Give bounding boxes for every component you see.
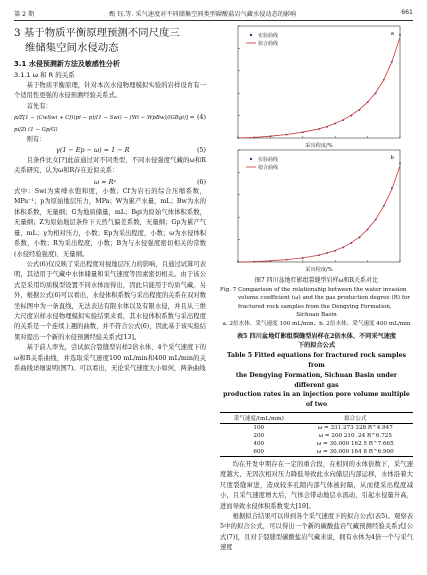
table-5 <box>220 412 413 457</box>
paragraph: 根据拟合结果可以得到各个采气速度下的拟合公式(表5)。观察表5中的拟合公式，可以得出一个新的碳酸盐岩气藏预测经验关系式[公式(7)]，且对于裂缝型碳酸盐岩气藏来说，拥有水体为4倍一个与采气速度 <box>220 512 413 552</box>
paragraph: 基于前人率先，尝试拟合裂缝型岩样2倍水体、4个采气速度下的ω和R关系曲线，并选取采气速度100 mL/min和400 mL/min的关系曲线详细说明(图7)。可以看出，无论采气速度大小如何，两条曲线 <box>14 344 206 372</box>
table-caption-cn: 表5 四川盆地灯影组裂缝型岩样在2倍水体、不同采气速度 <box>236 332 397 340</box>
series-line <box>238 166 400 262</box>
section-title-line-1: 3 基于物质平衡原理预测不同尺度三 <box>14 27 180 39</box>
equation-number: (5) <box>196 146 206 155</box>
panel-label: a <box>390 31 394 37</box>
table-cell: ω = 30.000 164 8 R^6.900 <box>316 448 394 455</box>
table-caption-en: Table 5 Fitted equations for fractured rock samples from <box>226 352 407 369</box>
table-caption-en: the Dengying Formation, Sichuan Basin under different gas <box>235 371 398 389</box>
figure-caption-cn: 图7 四川盆地灯影组裂缝型岩样ω和R关系对比 <box>254 277 379 284</box>
legend-label: 实验曲线 <box>258 156 279 163</box>
figure-7 <box>220 22 406 276</box>
panel-label: b <box>390 155 394 161</box>
subsubsection-heading: 3.1.1 ω 和 R 的关系 <box>14 71 75 79</box>
table-cell: 600 <box>253 448 265 455</box>
equation-number: (4) <box>196 113 206 122</box>
figure-caption-en: volume coefficient (ω) and the gas production degree (R) for <box>238 295 410 302</box>
table-cell: ω = 30.000 162 5 R^7.665 <box>316 440 394 447</box>
table-cell: ω = 200 210 .24 R^6.725 <box>318 432 392 439</box>
figure-note: a. 2倍水体、采气速度 100 mL/min；b. 2倍水体、采气速度 400 mL/min <box>222 320 411 327</box>
legend-marker <box>250 34 252 36</box>
table-cell: 400 <box>253 440 265 447</box>
left-column <box>14 22 206 374</box>
paragraph: 则有： <box>26 136 46 144</box>
figure-caption-en: fractured rock samples from the Dengying Formation, <box>238 303 392 310</box>
table-row <box>220 423 413 432</box>
equation-number: (6) <box>196 177 206 186</box>
legend-label: 拟合曲线 <box>258 40 279 47</box>
equation-body: ω = Rᵃ <box>94 177 116 186</box>
figure-caption-en: Sichuan Basin <box>296 312 337 319</box>
equation-body: p/Z[1 − (CwSwi + Cf)(pi − p)/(1 − Swi) − (Wi − WpBw)/(GBgi)] = pi/Zi (1 − Gp/G) <box>14 115 195 133</box>
paragraph: 式中：Swi为束缚水饱和度，小数；Cf为岩石的综合压缩系数，MPa⁻¹；p为原始地层压力，MPa；W为累产水量，mL；Bw为水的体积系数，无量纲；G为地质储量，mL；Bgi为原始气体体积系数，无量纲；Z为原始地层条件下天然气偏差系数，无量纲；Gp为累产气量，mL；γ为相对压力，小数；Ep为采出程度，小数；ω为水侵体积系数，小数；R为采出程度，小数；B为与水侵强度密切相关的常数(水侵经验强度)，无量纲。 <box>14 188 206 258</box>
running-header <box>14 6 413 21</box>
figure-7-svg <box>220 22 406 272</box>
legend-label: 拟合曲线 <box>258 164 279 171</box>
table-cell: 100 <box>253 424 265 431</box>
data-point <box>399 34 401 36</box>
table-caption-cn: 下的拟合公式 <box>297 342 336 350</box>
table-header: 拟合公式 <box>344 415 367 422</box>
table-row <box>220 432 413 440</box>
figure-caption-en: Fig. 7 Comparison of the relationship between the water invasion <box>220 286 407 293</box>
paragraph: 公式(6)仅反映了采出程度对视地层压力的影响，且通过试算可表明，其适用于气藏中水体储量和采气速度等因素密切相关。由于该公式是采用均质模型设置不同水体而得出，因此只能用于均质气藏。另外，根据公式(6)可以看出，水侵体积系数与采出程度的关系在双对数坐标图中为一条直线，无法表达有限水体以及有限水侵，并且从三维大尺度岩样水侵物理模拟实验结果来看，其水侵体积系数与采出程度的关系是一个连续上翘的曲数，并不符合公式(6)，因此基于该实验结果对提出一个新的水侵预测经验关系式[13]。 <box>14 260 206 341</box>
section-title-line-2: 维储集空间水侵动态 <box>25 41 119 54</box>
table-cell: 200 <box>253 432 265 439</box>
table-row <box>220 448 413 457</box>
x-axis-label: 采出程度/% <box>305 267 333 272</box>
legend-label: 实验曲线 <box>258 32 279 39</box>
issue-label: 第 2 期 <box>14 11 35 18</box>
paragraph: 且条件比女[?]此前通过对不同类型、不同水侵强度气藏的ω和R关系研究，认为ω和R存在近似关系： <box>14 156 206 175</box>
legend-marker <box>250 158 252 160</box>
running-title: 甄 钰,等. 采气速度对不同储集空间类型碳酸盐岩气藏水侵动态的影响 <box>109 11 297 18</box>
series-line <box>238 37 400 138</box>
data-point <box>399 163 401 165</box>
equation-5 <box>14 145 206 155</box>
x-axis-label: 采出程度/% <box>305 143 333 149</box>
equation-4 <box>14 112 206 135</box>
paragraph: 均在开发中期存在一定的重合段，在相同的水体倍数下，采气速度越大，无因次相对压力降低导致此水向储层内部运移，水体沿着大尺度裂缝窜进，造成较多孔隙内部气体被封隔，从而使采出程度减小，且采气速度增大后，气体会带动地层水流动，引起水侵量升高，进而导致水侵体积系数变大[19]。 <box>220 460 413 510</box>
table-row <box>220 440 413 448</box>
table-cell: ω = 331.273 328 R^4.947 <box>317 424 393 431</box>
right-column <box>220 22 413 554</box>
paragraph: 首先有： <box>26 102 52 110</box>
equation-body: γ(1 − Ep − ω) = 1 − R <box>56 146 130 155</box>
equation-6 <box>14 177 206 187</box>
table-caption-en: production rates in an injection pore volume multiple of two <box>223 391 410 409</box>
subsection-heading: 3.1 水侵预测新方法及敏感性分析 <box>14 60 120 68</box>
table-header: 采气速度/(mL/min) <box>233 415 284 422</box>
page-number: 661 <box>401 9 413 16</box>
paragraph: 基于物质平衡原理，针对本次水侵物理模拟实验的岩样设育有一个适用性更强的水侵预测经验关系式。 <box>14 82 206 100</box>
